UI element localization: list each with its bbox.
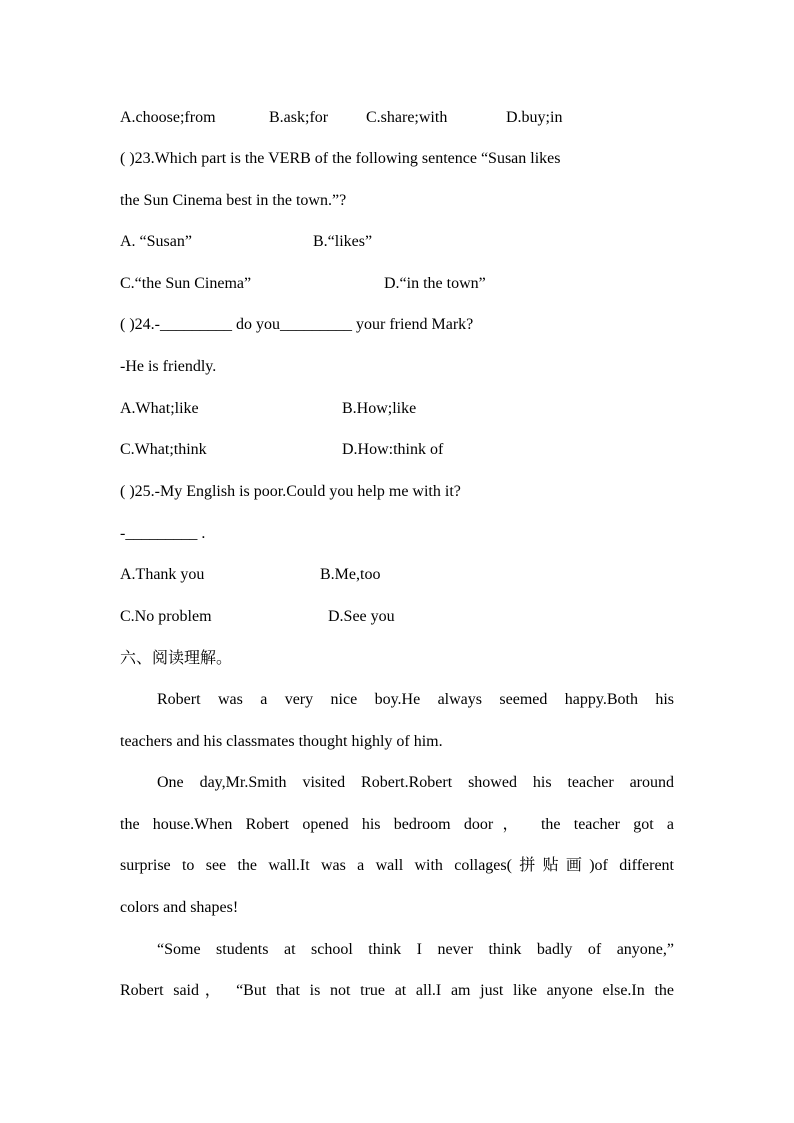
q25-option-b: B.Me,too (320, 566, 381, 583)
q24-option-d: D.How:think of (342, 441, 444, 458)
q24-stem: ( )24.-_________ do you_________ your friend Mark? (120, 316, 474, 333)
q25-stem: ( )25.-My English is poor.Could you help me with it? (120, 483, 461, 500)
passage-p1-line-2: teachers and his classmates thought highly of him. (120, 733, 443, 750)
q25-option-d: D.See you (328, 608, 395, 625)
q24-answer-line: -He is friendly. (120, 358, 217, 375)
q24-option-a: A.What;like (120, 400, 199, 417)
q23-option-a: A. “Susan” (120, 233, 192, 250)
q25-option-c: C.No problem (120, 608, 212, 625)
q22-option-d: D.buy;in (506, 109, 563, 126)
q25-answer-line: -_________ . (120, 525, 206, 542)
q24-option-c: C.What;think (120, 441, 207, 458)
q24-option-b: B.How;like (342, 400, 417, 417)
q23-stem-line-2: the Sun Cinema best in the town.”? (120, 192, 347, 209)
q22-option-c: C.share;with (366, 109, 448, 126)
section-heading: 六、阅读理解。 (120, 650, 233, 667)
passage-p2-line-1: One day,Mr.Smith visited Robert.Robert showed his teacher around (157, 774, 674, 791)
passage-p2-line-4: colors and shapes! (120, 899, 239, 916)
passage-p3-line-2: Robert said， “But that is not true at all.I am just like anyone else.In the (120, 982, 674, 999)
passage-p1-line-1: Robert was a very nice boy.He always seemed happy.Both his (157, 691, 674, 708)
q23-option-b: B.“likes” (313, 233, 373, 250)
q22-option-b: B.ask;for (269, 109, 329, 126)
q25-option-a: A.Thank you (120, 566, 205, 583)
q23-stem-line-1: ( )23.Which part is the VERB of the following sentence “Susan likes (120, 150, 561, 167)
passage-p2-line-3: surprise to see the wall.It was a wall with collages(拼贴画)of different (120, 857, 674, 874)
q23-option-d: D.“in the town” (384, 275, 486, 292)
passage-p2-line-2: the house.When Robert opened his bedroom door， the teacher got a (120, 816, 674, 833)
q22-option-a: A.choose;from (120, 109, 216, 126)
q23-option-c: C.“the Sun Cinema” (120, 275, 252, 292)
passage-p3-line-1: “Some students at school think I never think badly of anyone,” (157, 941, 674, 958)
